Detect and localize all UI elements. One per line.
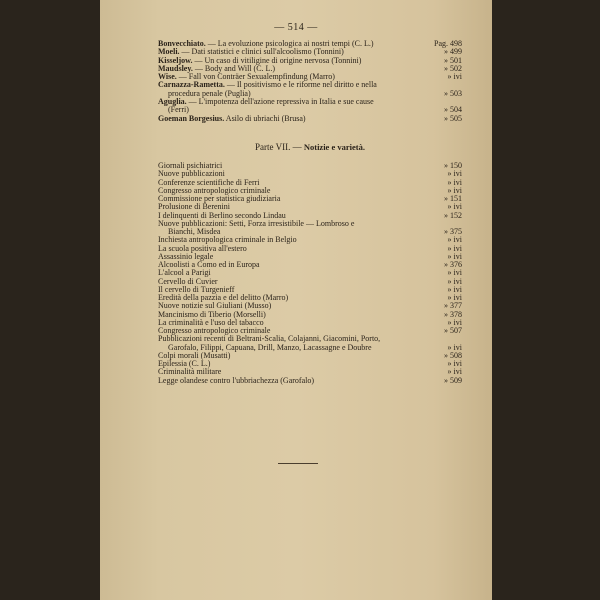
entry-page: » 378 (444, 310, 462, 319)
entry-page: » ivi (447, 285, 462, 294)
entry-page: » 504 (444, 106, 462, 115)
entry-page: » 501 (444, 56, 462, 65)
review-entry (158, 115, 462, 123)
book-page (100, 0, 492, 600)
news-entry (158, 286, 462, 294)
entry-page: » ivi (447, 269, 462, 278)
entry-page: » ivi (447, 170, 462, 179)
entry-text: — Fall von Conträer Sexualempfindung (Marro) (176, 73, 335, 82)
entry-text: Epilessia (C. L.) (158, 360, 211, 368)
entry-text: Nuove pubblicazioni: Setti, Forza irresistibile — Lombroso e (158, 219, 355, 228)
review-entry (158, 106, 462, 114)
review-entry (158, 57, 462, 65)
entry-author: Maudsley. (158, 64, 193, 73)
review-entry (158, 73, 462, 81)
news-entry (158, 195, 462, 203)
entry-author: Carnazza-Rametta. (158, 81, 225, 90)
entry-text: — Dati statistici e clinici sull'alcoolismo (Tonnini) (179, 48, 344, 57)
entry-text: Criminalità militare (158, 368, 222, 377)
entry-author: Bonvecchiato. (158, 40, 206, 48)
news-entry (158, 311, 462, 319)
entry-page: » 152 (444, 211, 462, 220)
review-entry (158, 90, 462, 98)
entry-page: » 505 (444, 114, 462, 123)
news-entry (158, 335, 462, 343)
entry-text: — Un caso di vitiligine di origine nervosa (Tonnini) (192, 56, 362, 65)
review-entry (158, 81, 462, 89)
entry-text: Pubblicazioni recenti di Beltrani-Scalia, Colajanni, Giacomini, Porto, (158, 335, 381, 344)
review-entry (158, 65, 462, 73)
news-entry (158, 253, 462, 261)
entry-page: » ivi (447, 360, 462, 368)
review-entry (158, 40, 462, 48)
entry-page: » ivi (447, 203, 462, 212)
entry-page: » ivi (447, 277, 462, 286)
entry-author: Moeli. (158, 48, 180, 57)
entry-text: procedura penale (Puglia) (168, 89, 251, 98)
entry-page: » 151 (444, 195, 462, 203)
entry-text: Congresso antropologico criminale (158, 327, 271, 335)
news-entry (158, 302, 462, 310)
entry-text: Nuove pubblicazioni (158, 170, 225, 179)
entry-page: » ivi (447, 186, 462, 195)
entry-text: (Ferri) (168, 106, 189, 115)
entry-text: — Body and Will (C. L.) (192, 64, 276, 73)
entry-text: Congresso antropologico criminale (158, 186, 271, 195)
news-entry (158, 278, 462, 286)
entry-text: Colpi morali (Musatti) (158, 351, 231, 360)
entry-text: Commissione per statistica giudiziaria (158, 195, 281, 203)
entry-text: Prolusione di Berenini (158, 203, 230, 212)
news-entry (158, 352, 462, 360)
entry-page: » 503 (444, 89, 462, 98)
entry-page: » ivi (447, 318, 462, 327)
entry-page: » 150 (444, 162, 462, 170)
entry-page: » 507 (444, 327, 462, 335)
news-entry (158, 187, 462, 195)
entry-author: Kisseljow. (158, 56, 193, 65)
news-entry (158, 170, 462, 178)
review-entry (158, 98, 462, 106)
entry-text: Conferenze scientifiche di Ferri (158, 178, 260, 187)
entry-text: Il cervello di Turgenieff (158, 285, 235, 294)
entry-author: Aguglia. (158, 98, 187, 107)
entry-page: » 375 (444, 228, 462, 236)
entry-text: Alcoolisti a Como ed in Europa (158, 261, 260, 269)
entry-text: Giornali psichiatrici (158, 162, 223, 170)
entry-author: Goeman Borgesius. (158, 114, 225, 123)
news-entry (158, 245, 462, 253)
entry-page: » ivi (447, 368, 462, 377)
entry-page: » 376 (444, 261, 462, 269)
news-entry (158, 212, 462, 220)
news-entry (158, 220, 462, 228)
entry-text: Cervello di Cuvier (158, 277, 218, 286)
entry-page: » ivi (447, 236, 462, 245)
news-entry (158, 360, 462, 368)
news-entry (158, 269, 462, 277)
entry-text: Legge olandese contro l'ubbriachezza (Garofalo) (158, 376, 315, 385)
news-entry (158, 294, 462, 302)
entry-page: Pag. 498 (434, 40, 462, 48)
entry-page: » ivi (447, 244, 462, 253)
news-entry (158, 327, 462, 335)
entry-text: L'alcool a Parigi (158, 269, 211, 278)
news-entry (158, 261, 462, 269)
news-entry (158, 377, 462, 385)
entry-text: — Il positivismo e le riforme nel diritto e nella (224, 81, 377, 90)
review-list (158, 40, 462, 123)
entry-author: Wise. (158, 73, 177, 82)
news-entry (158, 162, 462, 170)
entry-text: — La evoluzione psicologica ai nostri tempi (C. L.) (205, 40, 374, 48)
entry-text: Nuove notizie sul Giuliani (Musso) (158, 302, 272, 311)
entry-page: » ivi (447, 252, 462, 261)
entry-text: I delinquenti di Berlino secondo Lindau (158, 211, 286, 220)
page-number: — 514 — (274, 22, 318, 33)
entry-text: Eredità della pazzia e del delitto (Marro) (158, 294, 289, 302)
entry-text: La criminalità e l'uso del tabacco (158, 318, 264, 327)
entry-page: » 502 (444, 64, 462, 73)
news-entry (158, 344, 462, 352)
entry-page: » 499 (444, 48, 462, 57)
section-sep: — (290, 142, 304, 152)
news-entry (158, 236, 462, 244)
entry-text: Inchiesta antropologica criminale in Belgio (158, 236, 297, 245)
entry-page: » ivi (447, 294, 462, 302)
entry-page: » 509 (444, 376, 462, 385)
entry-text: Assassinio legale (158, 252, 214, 261)
review-entry (158, 48, 462, 56)
news-entry (158, 228, 462, 236)
news-entry (158, 203, 462, 211)
entry-text: Bianchi, Misdea (168, 228, 221, 236)
section-name: Notizie e varietà. (303, 142, 365, 152)
entry-page: » 377 (444, 302, 462, 311)
entry-text: Garofalo, Filippi, Capuana, Drill, Manzo, Lacassagne e Doubre (168, 343, 372, 352)
end-rule (278, 463, 318, 464)
entry-page: » ivi (447, 343, 462, 352)
entry-text: — L'impotenza dell'azione repressiva in Italia e sue cause (186, 98, 374, 107)
entry-page: » ivi (447, 73, 462, 82)
news-list (158, 162, 462, 385)
entry-text: La scuola positiva all'estero (158, 244, 247, 253)
entry-text: Asilo di ubriachi (Brusa) (224, 114, 306, 123)
entry-page: » ivi (447, 178, 462, 187)
section-part: Parte VII. (255, 142, 291, 152)
news-entry (158, 179, 462, 187)
entry-text: Mancinismo di Tiberio (Morselli) (158, 310, 266, 319)
news-entry (158, 319, 462, 327)
entry-page: » 508 (444, 351, 462, 360)
section-title (158, 142, 462, 152)
news-entry (158, 368, 462, 376)
